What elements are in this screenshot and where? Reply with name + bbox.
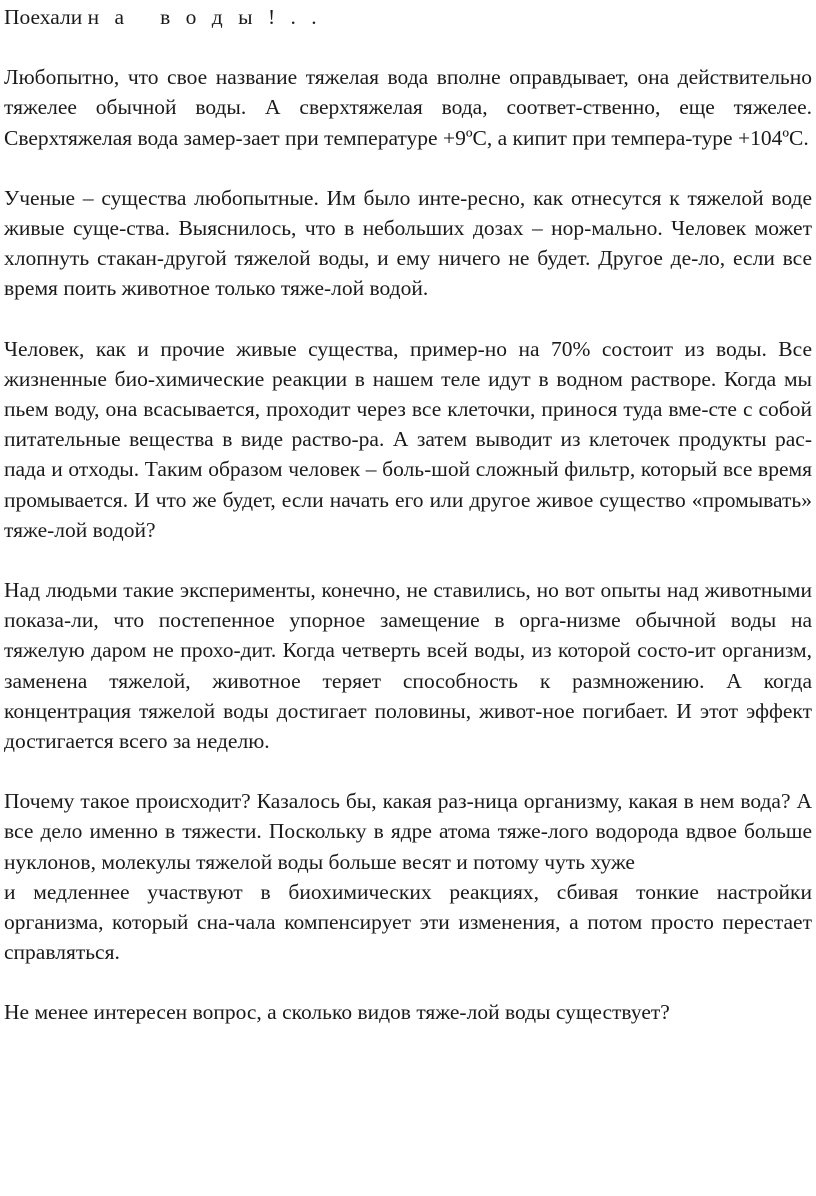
paragraph-why-part-1: Почему такое происходит? Казалось бы, какая раз-ница организму, какая в нем вода? А все дело именно в тяжести. Поскольку в ядре атома тяже-лого водорода вдвое больше нуклонов, молекулы тяжелой воды больше весят и потому чуть хуже bbox=[4, 789, 812, 874]
paragraph-why-it-happens bbox=[4, 786, 812, 967]
paragraph-living-beings: Ученые – существа любопытные. Им было инте-ресно, как отнесутся к тяжелой воде живые суще-ства. Выяснилось, что в небольших дозах – нор-мально. Человек может хлопнуть стакан-другой тяжелой воды, и ему ничего не будет. Другое де-ло, если все время поить животное только тяже-лой водой. bbox=[4, 185, 812, 301]
paragraph-human-filter: Человек, как и прочие живые существа, пример-но на 70% состоит из воды. Все жизненные био-химические реакции в нашем теле идут в водном растворе. Когда мы пьем воду, она всасывается, проходит через все клеточки, принося туда вме-сте с собой питательные вещества в виде раство-ра. А затем выводит из клеточек продукты рас-пада и отходы. Таким образом человек – боль-шой сложный фильтр, который все время промывается. И что же будет, если начать его или другое живое существо «промывать» тяже-лой водой? bbox=[4, 336, 812, 542]
heading-main-word: Поехали bbox=[4, 5, 83, 29]
document-heading bbox=[4, 2, 812, 32]
paragraph-animal-experiments: Над людьми такие эксперименты, конечно, не ставились, но вот опыты над животными показа-ли, что постепенное упорное замещение в орга-низме обычной воды на тяжелую даром не прохо-дит. Когда четверть всей воды, из которой состо-ит организм, заменена тяжелой, животное теряет способность к размножению. А когда концентрация тяжелой воды достигает половины, живот-ное погибает. И этот эффект достигается всего за неделю. bbox=[4, 578, 812, 754]
paragraph-question-types: Не менее интересен вопрос, а сколько видов тяже-лой воды существует? bbox=[4, 1000, 670, 1025]
paragraph-heavy-water-properties: Любопытно, что свое название тяжелая вода вполне оправдывает, она действительно тяжелее обычной воды. А сверхтяжелая вода, соответ-ственно, еще тяжелее. Сверхтяжелая вода замер-зает при температуре +9ºС, а кипит при темпера-туре +104ºС. bbox=[4, 65, 812, 150]
heading-spaced-words: н а в о д ы ! . . bbox=[87, 5, 322, 29]
paragraph-why-part-2: и медленнее участвуют в биохимических реакциях, сбивая тонкие настройки организма, который сна-чала компенсирует эти изменения, а потом просто перестает справляться. bbox=[4, 879, 812, 965]
